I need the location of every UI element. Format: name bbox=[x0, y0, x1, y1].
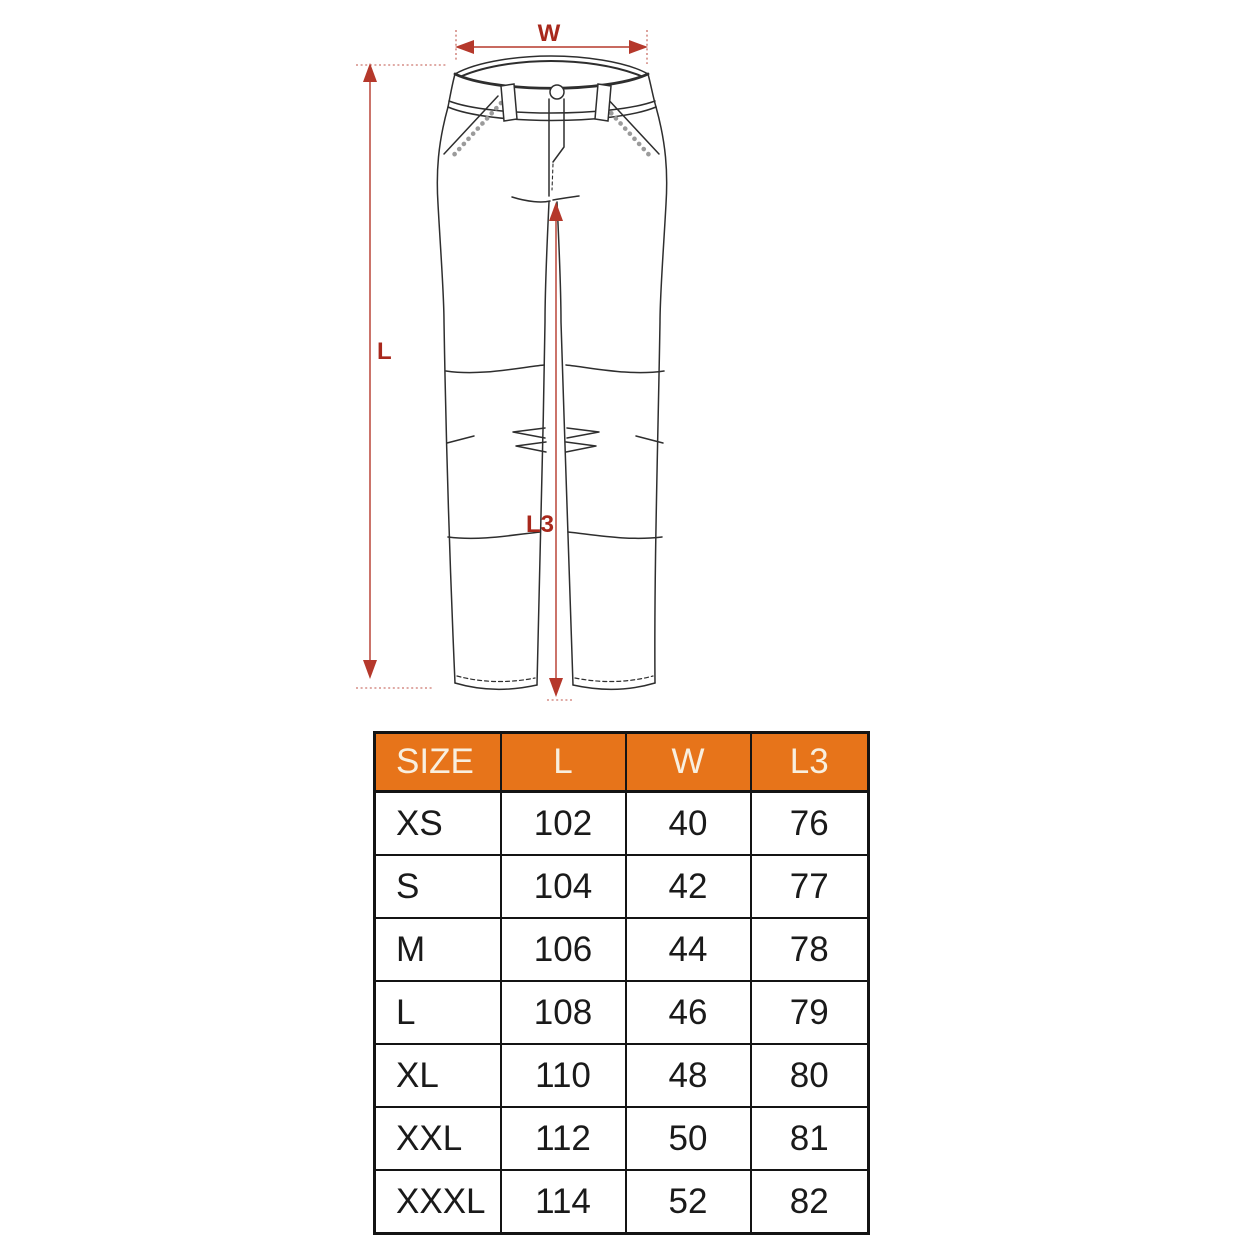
arrowhead-l-top bbox=[363, 63, 377, 82]
table-row bbox=[375, 1107, 869, 1170]
table-row bbox=[375, 981, 869, 1044]
table-row bbox=[375, 918, 869, 981]
table-row bbox=[375, 1044, 869, 1107]
measurement-value-cell: 79 bbox=[751, 981, 869, 1044]
table-row bbox=[375, 792, 869, 856]
size-label-cell: XS bbox=[375, 792, 501, 856]
belt-loop-left bbox=[501, 84, 517, 121]
measurement-arrows bbox=[356, 20, 648, 700]
measurement-value-cell: 104 bbox=[501, 855, 626, 918]
size-table bbox=[373, 731, 870, 1235]
label-w: W bbox=[537, 20, 561, 47]
label-l3: L3 bbox=[525, 511, 554, 538]
measurement-value-cell: 80 bbox=[751, 1044, 869, 1107]
measurement-value-cell: 108 bbox=[501, 981, 626, 1044]
measurement-value-cell: 50 bbox=[626, 1107, 751, 1170]
measurement-value-cell: 106 bbox=[501, 918, 626, 981]
size-table-header-row bbox=[375, 733, 869, 792]
measurement-value-cell: 44 bbox=[626, 918, 751, 981]
label-l: L bbox=[377, 338, 392, 365]
measurement-value-cell: 114 bbox=[501, 1170, 626, 1234]
arrowhead-w-left bbox=[455, 40, 474, 54]
arrowhead-l3-top bbox=[549, 202, 563, 221]
measurement-value-cell: 48 bbox=[626, 1044, 751, 1107]
pants-outline bbox=[437, 56, 666, 689]
size-label-cell: S bbox=[375, 855, 501, 918]
measurement-value-cell: 110 bbox=[501, 1044, 626, 1107]
measurement-value-cell: 81 bbox=[751, 1107, 869, 1170]
measurement-value-cell: 52 bbox=[626, 1170, 751, 1234]
column-header-size: SIZE bbox=[375, 733, 501, 792]
column-header-l: L bbox=[501, 733, 626, 792]
waist-button bbox=[550, 85, 564, 99]
size-label-cell: M bbox=[375, 918, 501, 981]
column-header-l3: L3 bbox=[751, 733, 869, 792]
measurement-value-cell: 102 bbox=[501, 792, 626, 856]
measurement-value-cell: 112 bbox=[501, 1107, 626, 1170]
measurement-value-cell: 82 bbox=[751, 1170, 869, 1234]
measurement-value-cell: 40 bbox=[626, 792, 751, 856]
arrowhead-l-bottom bbox=[363, 660, 377, 679]
size-table-body bbox=[375, 792, 869, 1234]
measurement-value-cell: 42 bbox=[626, 855, 751, 918]
arrowhead-w-right bbox=[629, 40, 648, 54]
size-label-cell: XL bbox=[375, 1044, 501, 1107]
table-row bbox=[375, 855, 869, 918]
measurement-value-cell: 77 bbox=[751, 855, 869, 918]
table-row bbox=[375, 1170, 869, 1234]
column-header-w: W bbox=[626, 733, 751, 792]
measurement-value-cell: 78 bbox=[751, 918, 869, 981]
size-label-cell: L bbox=[375, 981, 501, 1044]
measurement-value-cell: 76 bbox=[751, 792, 869, 856]
pocket-stitching bbox=[452, 103, 651, 157]
size-label-cell: XXXL bbox=[375, 1170, 501, 1234]
measurement-value-cell: 46 bbox=[626, 981, 751, 1044]
arrowhead-l3-bottom bbox=[549, 678, 563, 697]
belt-loop-right bbox=[595, 84, 611, 121]
size-label-cell: XXL bbox=[375, 1107, 501, 1170]
